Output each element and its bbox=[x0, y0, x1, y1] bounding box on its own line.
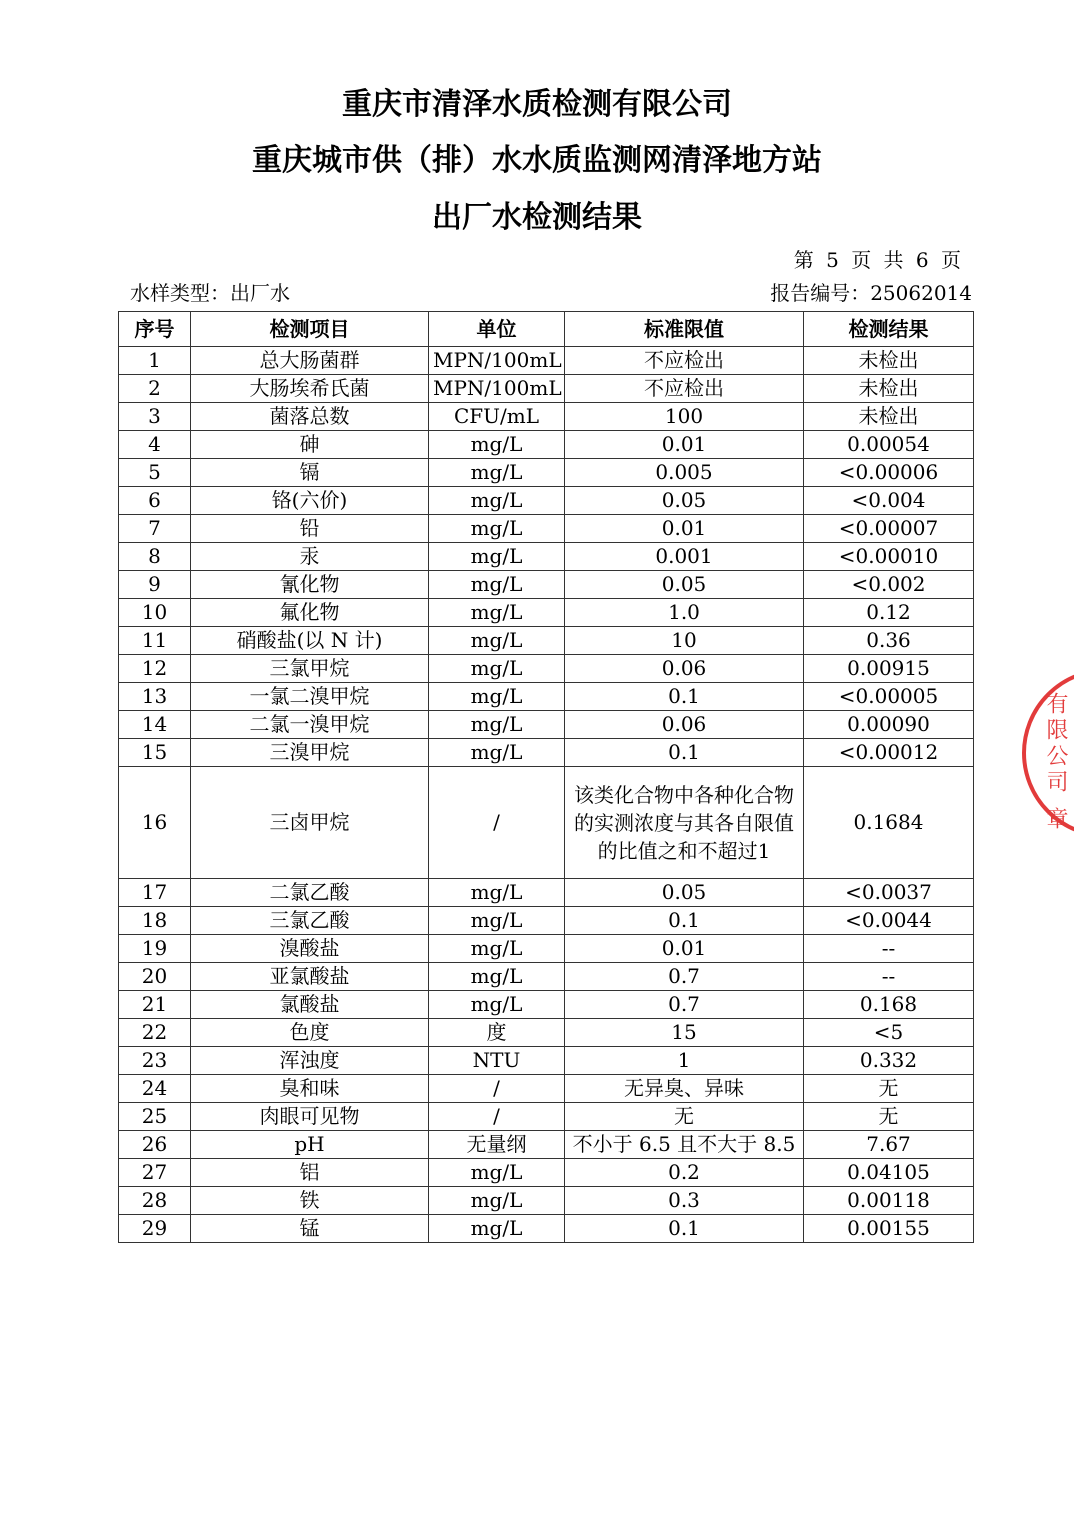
table-cell: 9 bbox=[119, 571, 191, 599]
table-cell: / bbox=[429, 767, 565, 879]
table-cell: mg/L bbox=[429, 711, 565, 739]
table-cell: 亚氯酸盐 bbox=[191, 963, 429, 991]
table-cell: mg/L bbox=[429, 459, 565, 487]
table-cell: mg/L bbox=[429, 487, 565, 515]
sample-type: 水样类型：出厂水 bbox=[130, 281, 290, 305]
table-cell: 0.00090 bbox=[804, 711, 974, 739]
table-cell: 三氯乙酸 bbox=[191, 907, 429, 935]
table-cell: 0.01 bbox=[565, 935, 804, 963]
table-cell: 二氯乙酸 bbox=[191, 879, 429, 907]
header-cell: 检测结果 bbox=[804, 312, 974, 347]
table-cell: mg/L bbox=[429, 543, 565, 571]
header-cell: 标准限值 bbox=[565, 312, 804, 347]
document-title: 出厂水检测结果 bbox=[432, 200, 642, 235]
table-cell: / bbox=[429, 1103, 565, 1131]
table-row bbox=[119, 1215, 974, 1243]
table-cell: 19 bbox=[119, 935, 191, 963]
table-cell: mg/L bbox=[429, 991, 565, 1019]
table-cell: 8 bbox=[119, 543, 191, 571]
header-cell: 序号 bbox=[119, 312, 191, 347]
table-row bbox=[119, 1019, 974, 1047]
table-cell: 色度 bbox=[191, 1019, 429, 1047]
table-cell: 未检出 bbox=[804, 403, 974, 431]
table-cell: mg/L bbox=[429, 599, 565, 627]
table-cell: 24 bbox=[119, 1075, 191, 1103]
header-cell: 单位 bbox=[429, 312, 565, 347]
table-cell: 三溴甲烷 bbox=[191, 739, 429, 767]
table-cell: 18 bbox=[119, 907, 191, 935]
table-row bbox=[119, 711, 974, 739]
table-cell: mg/L bbox=[429, 739, 565, 767]
table-cell: 臭和味 bbox=[191, 1075, 429, 1103]
table-row bbox=[119, 459, 974, 487]
table-cell: mg/L bbox=[429, 935, 565, 963]
table-cell: MPN/100mL bbox=[429, 347, 565, 375]
table-cell: 16 bbox=[119, 767, 191, 879]
table-cell: 该类化合物中各种化合物的实测浓度与其各自限值的比值之和不超过1 bbox=[565, 767, 804, 879]
table-cell: 0.00915 bbox=[804, 655, 974, 683]
table-row bbox=[119, 935, 974, 963]
table-cell: 铅 bbox=[191, 515, 429, 543]
table-cell: 大肠埃希氏菌 bbox=[191, 375, 429, 403]
table-cell: 4 bbox=[119, 431, 191, 459]
table-cell: 1.0 bbox=[565, 599, 804, 627]
table-cell: 汞 bbox=[191, 543, 429, 571]
table-cell: MPN/100mL bbox=[429, 375, 565, 403]
table-cell: 29 bbox=[119, 1215, 191, 1243]
table-cell: 0.06 bbox=[565, 655, 804, 683]
table-cell: 0.7 bbox=[565, 991, 804, 1019]
table-cell: 锰 bbox=[191, 1215, 429, 1243]
table-cell: mg/L bbox=[429, 655, 565, 683]
table-cell: mg/L bbox=[429, 879, 565, 907]
report-meta bbox=[130, 279, 972, 307]
table-cell: 三氯甲烷 bbox=[191, 655, 429, 683]
table-cell: 0.1 bbox=[565, 907, 804, 935]
table-row bbox=[119, 1159, 974, 1187]
table-cell: 度 bbox=[429, 1019, 565, 1047]
table-cell: -- bbox=[804, 963, 974, 991]
table-cell: 0.00054 bbox=[804, 431, 974, 459]
table-row bbox=[119, 599, 974, 627]
table-cell: 0.05 bbox=[565, 487, 804, 515]
table-cell: 0.01 bbox=[565, 515, 804, 543]
table-row bbox=[119, 655, 974, 683]
table-cell: / bbox=[429, 1075, 565, 1103]
table-row bbox=[119, 1103, 974, 1131]
table-cell: mg/L bbox=[429, 627, 565, 655]
table-cell: <0.00006 bbox=[804, 459, 974, 487]
table-cell: 14 bbox=[119, 711, 191, 739]
table-cell: 27 bbox=[119, 1159, 191, 1187]
table-cell: 未检出 bbox=[804, 347, 974, 375]
table-cell: 溴酸盐 bbox=[191, 935, 429, 963]
table-cell: 5 bbox=[119, 459, 191, 487]
table-row bbox=[119, 1187, 974, 1215]
table-cell: 硝酸盐(以 N 计) bbox=[191, 627, 429, 655]
table-cell: 铁 bbox=[191, 1187, 429, 1215]
table-cell: 13 bbox=[119, 683, 191, 711]
table-row bbox=[119, 767, 974, 879]
table-cell: 10 bbox=[119, 599, 191, 627]
table-cell: 100 bbox=[565, 403, 804, 431]
table-cell: 无 bbox=[804, 1103, 974, 1131]
table-cell: mg/L bbox=[429, 1215, 565, 1243]
table-cell: pH bbox=[191, 1131, 429, 1159]
table-row bbox=[119, 487, 974, 515]
table-cell: 氰化物 bbox=[191, 571, 429, 599]
table-cell: 0.7 bbox=[565, 963, 804, 991]
table-cell: 0.36 bbox=[804, 627, 974, 655]
table-cell: 二氯一溴甲烷 bbox=[191, 711, 429, 739]
table-cell: 三卤甲烷 bbox=[191, 767, 429, 879]
table-cell: 铬(六价) bbox=[191, 487, 429, 515]
table-cell: 0.001 bbox=[565, 543, 804, 571]
table-cell: <0.00012 bbox=[804, 739, 974, 767]
table-cell: CFU/mL bbox=[429, 403, 565, 431]
header-cell: 检测项目 bbox=[191, 312, 429, 347]
table-cell: 无 bbox=[804, 1075, 974, 1103]
table-cell: 15 bbox=[565, 1019, 804, 1047]
table-cell: 15 bbox=[119, 739, 191, 767]
table-cell: NTU bbox=[429, 1047, 565, 1075]
table-row bbox=[119, 347, 974, 375]
table-cell: <5 bbox=[804, 1019, 974, 1047]
table-cell: 砷 bbox=[191, 431, 429, 459]
page-indicator: 第 5 页 共 6 页 bbox=[793, 248, 961, 272]
table-row bbox=[119, 683, 974, 711]
station-name: 重庆城市供（排）水水质监测网清泽地方站 bbox=[252, 143, 822, 178]
table-cell: 菌落总数 bbox=[191, 403, 429, 431]
table-cell: 浑浊度 bbox=[191, 1047, 429, 1075]
table-cell: 6 bbox=[119, 487, 191, 515]
table-cell: mg/L bbox=[429, 907, 565, 935]
table-cell: 11 bbox=[119, 627, 191, 655]
table-cell: 0.12 bbox=[804, 599, 974, 627]
table-cell: <0.00010 bbox=[804, 543, 974, 571]
table-cell: mg/L bbox=[429, 963, 565, 991]
table-cell: 21 bbox=[119, 991, 191, 1019]
table-cell: 肉眼可见物 bbox=[191, 1103, 429, 1131]
table-cell: 7.67 bbox=[804, 1131, 974, 1159]
table-cell: 氯酸盐 bbox=[191, 991, 429, 1019]
seal-text: 有限公司 章 bbox=[1043, 692, 1068, 833]
table-cell: 12 bbox=[119, 655, 191, 683]
table-cell: 不应检出 bbox=[565, 375, 804, 403]
table-cell: mg/L bbox=[429, 683, 565, 711]
table-cell: 25 bbox=[119, 1103, 191, 1131]
table-cell: 17 bbox=[119, 879, 191, 907]
report-number: 报告编号：25062014 bbox=[770, 281, 972, 305]
table-cell: 0.3 bbox=[565, 1187, 804, 1215]
table-cell: 26 bbox=[119, 1131, 191, 1159]
table-row bbox=[119, 627, 974, 655]
table-cell: 0.00118 bbox=[804, 1187, 974, 1215]
table-cell: 20 bbox=[119, 963, 191, 991]
table-cell: 不小于 6.5 且不大于 8.5 bbox=[565, 1131, 804, 1159]
table-row bbox=[119, 963, 974, 991]
table-cell: 0.2 bbox=[565, 1159, 804, 1187]
table-row bbox=[119, 515, 974, 543]
table-cell: 1 bbox=[119, 347, 191, 375]
table-cell: 0.168 bbox=[804, 991, 974, 1019]
table-cell: mg/L bbox=[429, 431, 565, 459]
table-cell: 22 bbox=[119, 1019, 191, 1047]
table-row bbox=[119, 991, 974, 1019]
table-cell: mg/L bbox=[429, 1187, 565, 1215]
table-cell: 0.05 bbox=[565, 571, 804, 599]
table-cell: <0.00007 bbox=[804, 515, 974, 543]
table-cell: 无异臭、异味 bbox=[565, 1075, 804, 1103]
table-cell: <0.002 bbox=[804, 571, 974, 599]
table-cell: 3 bbox=[119, 403, 191, 431]
table-cell: 无 bbox=[565, 1103, 804, 1131]
table-cell: 总大肠菌群 bbox=[191, 347, 429, 375]
table-row bbox=[119, 375, 974, 403]
table-row bbox=[119, 543, 974, 571]
table-cell: 一氯二溴甲烷 bbox=[191, 683, 429, 711]
table-cell: 0.04105 bbox=[804, 1159, 974, 1187]
table-cell: 0.1 bbox=[565, 683, 804, 711]
table-cell: mg/L bbox=[429, 515, 565, 543]
table-cell: 0.1 bbox=[565, 739, 804, 767]
table-cell: 无量纲 bbox=[429, 1131, 565, 1159]
table-cell: 氟化物 bbox=[191, 599, 429, 627]
table-cell: 0.1 bbox=[565, 1215, 804, 1243]
table-row bbox=[119, 739, 974, 767]
table-cell: <0.00005 bbox=[804, 683, 974, 711]
table-cell: 1 bbox=[565, 1047, 804, 1075]
table-cell: 0.06 bbox=[565, 711, 804, 739]
table-row bbox=[119, 1075, 974, 1103]
table-header-row bbox=[119, 312, 974, 347]
table-cell: <0.0044 bbox=[804, 907, 974, 935]
table-cell: 23 bbox=[119, 1047, 191, 1075]
table-cell: 0.332 bbox=[804, 1047, 974, 1075]
table-cell: 0.1684 bbox=[804, 767, 974, 879]
table-cell: 铝 bbox=[191, 1159, 429, 1187]
table-cell: mg/L bbox=[429, 571, 565, 599]
company-name: 重庆市清泽水质检测有限公司 bbox=[342, 87, 732, 122]
table-cell: 0.01 bbox=[565, 431, 804, 459]
table-row bbox=[119, 1047, 974, 1075]
company-seal-stamp bbox=[1022, 668, 1074, 838]
table-cell: 0.05 bbox=[565, 879, 804, 907]
table-cell: 10 bbox=[565, 627, 804, 655]
table-row bbox=[119, 403, 974, 431]
table-row bbox=[119, 431, 974, 459]
table-cell: 不应检出 bbox=[565, 347, 804, 375]
table-row bbox=[119, 879, 974, 907]
table-cell: 0.00155 bbox=[804, 1215, 974, 1243]
table-cell: 7 bbox=[119, 515, 191, 543]
table-row bbox=[119, 907, 974, 935]
table-cell: mg/L bbox=[429, 1159, 565, 1187]
table-row bbox=[119, 571, 974, 599]
table-cell: <0.0037 bbox=[804, 879, 974, 907]
table-cell: 28 bbox=[119, 1187, 191, 1215]
table-cell: 2 bbox=[119, 375, 191, 403]
table-cell: <0.004 bbox=[804, 487, 974, 515]
table-cell: -- bbox=[804, 935, 974, 963]
results-table bbox=[118, 311, 974, 1243]
table-cell: 未检出 bbox=[804, 375, 974, 403]
table-row bbox=[119, 1131, 974, 1159]
table-cell: 0.005 bbox=[565, 459, 804, 487]
table-cell: 镉 bbox=[191, 459, 429, 487]
